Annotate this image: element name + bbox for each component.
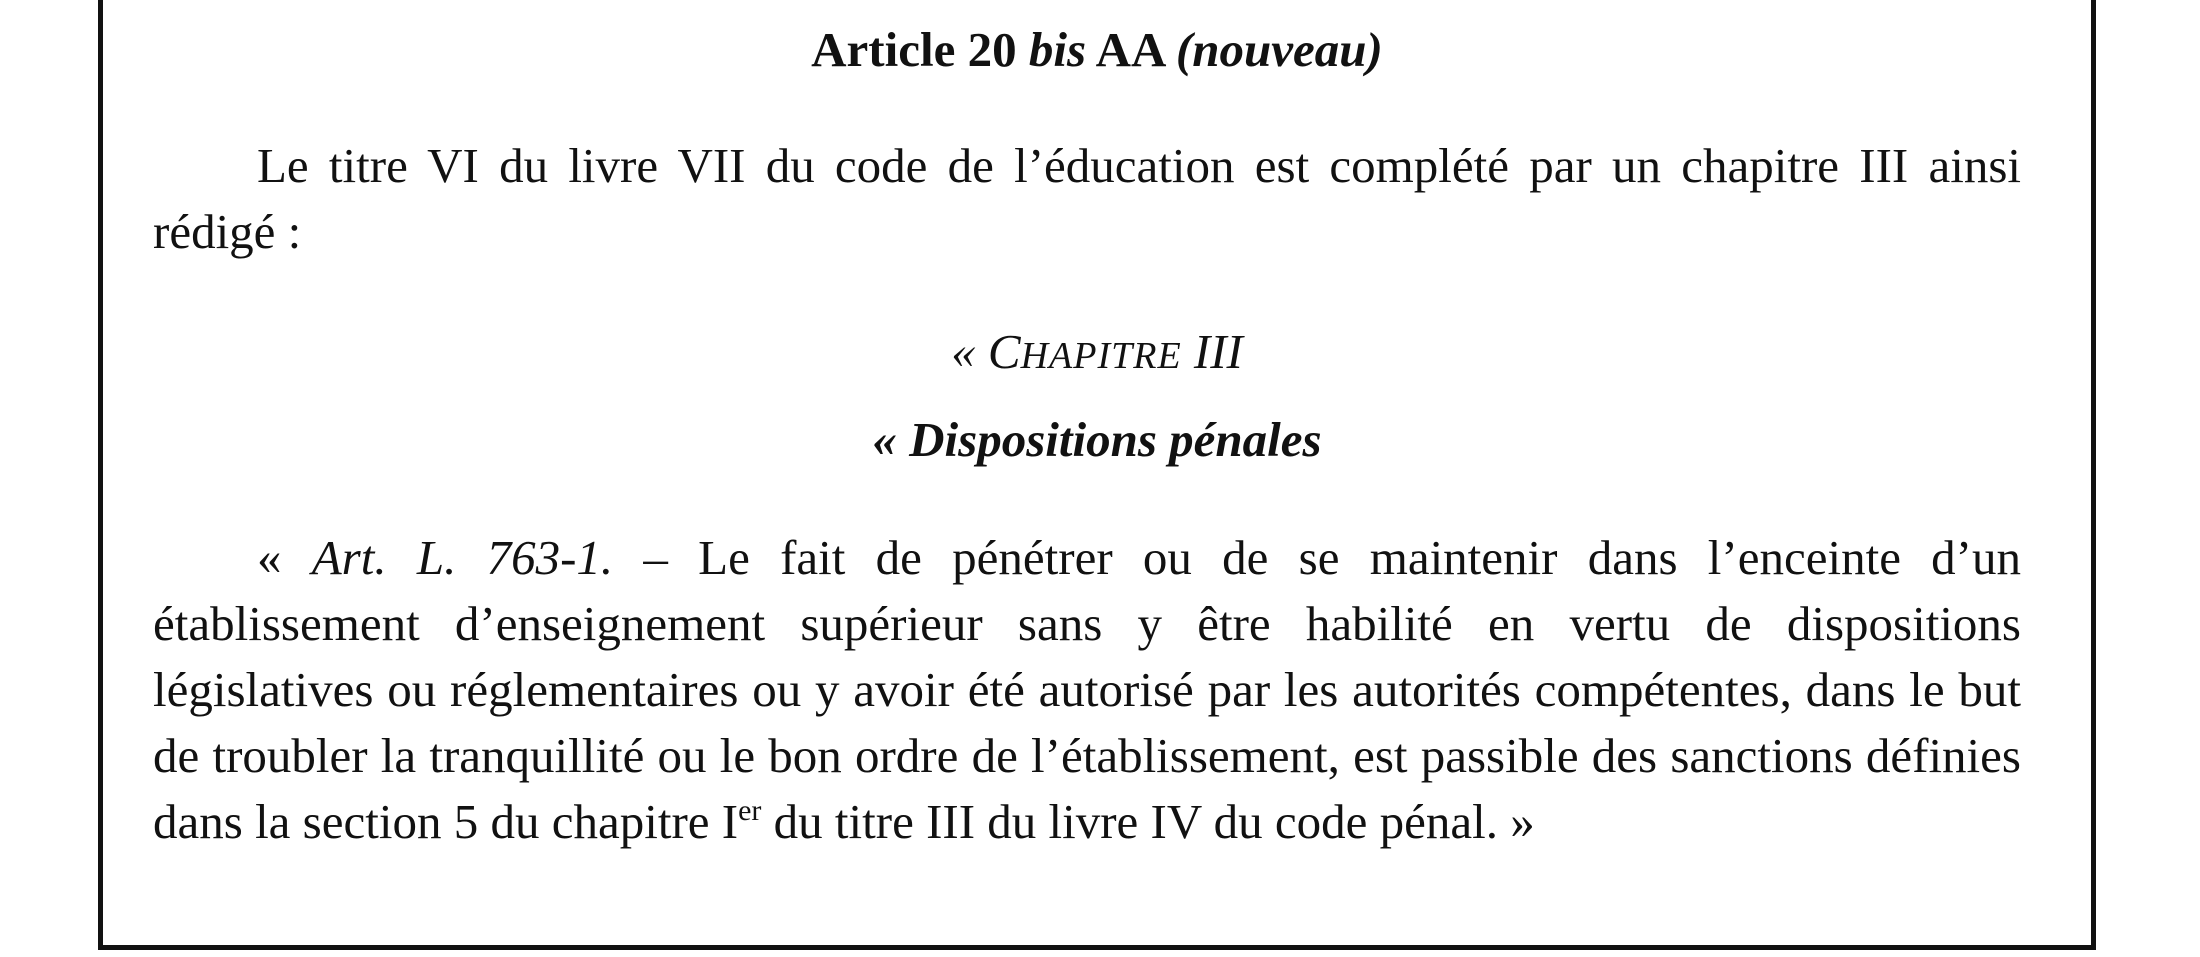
body-text-end: du titre III du livre IV du code pénal. »: [761, 794, 1535, 849]
article-title-nouveau: (nouveau): [1175, 22, 1383, 77]
section-heading: « Dispositions pénales: [872, 412, 1322, 467]
article-title: [103, 20, 2091, 80]
chapter-quote: «: [951, 324, 988, 379]
article-body-paragraph: [153, 525, 2021, 855]
article-title-bis: bis: [1028, 22, 1087, 77]
chapter-heading: [103, 322, 2091, 386]
body-text-main: – Le fait de pénétrer ou de se maintenir dans l’enceinte d’un établissement d’enseignement supérieur sans y être habilité en vertu de dispositions législatives ou réglementaires ou y avoir été autorisé par les autorités compétentes, dans le but de troubler la tranquillité ou le bon ordre de l’établissement, est passible des sanctions définies dans la section 5 du chapitre I: [153, 530, 2022, 849]
intro-paragraph: [153, 133, 2021, 265]
document-frame: [98, 0, 2096, 950]
article-title-prefix: Article 20: [811, 22, 1029, 77]
body-open-quote: «: [257, 530, 312, 585]
article-reference: Art. L. 763-1.: [311, 530, 614, 585]
chapter-word: HAPITRE: [1020, 335, 1182, 377]
intro-text: Le titre VI du livre VII du code de l’éducation est complété par un chapitre III ainsi rédigé :: [153, 138, 2021, 259]
article-title-aa: AA: [1086, 22, 1176, 77]
chapter-number: III: [1181, 324, 1243, 379]
chapter-initial: C: [987, 324, 1021, 379]
superscript-er: er: [738, 794, 762, 827]
